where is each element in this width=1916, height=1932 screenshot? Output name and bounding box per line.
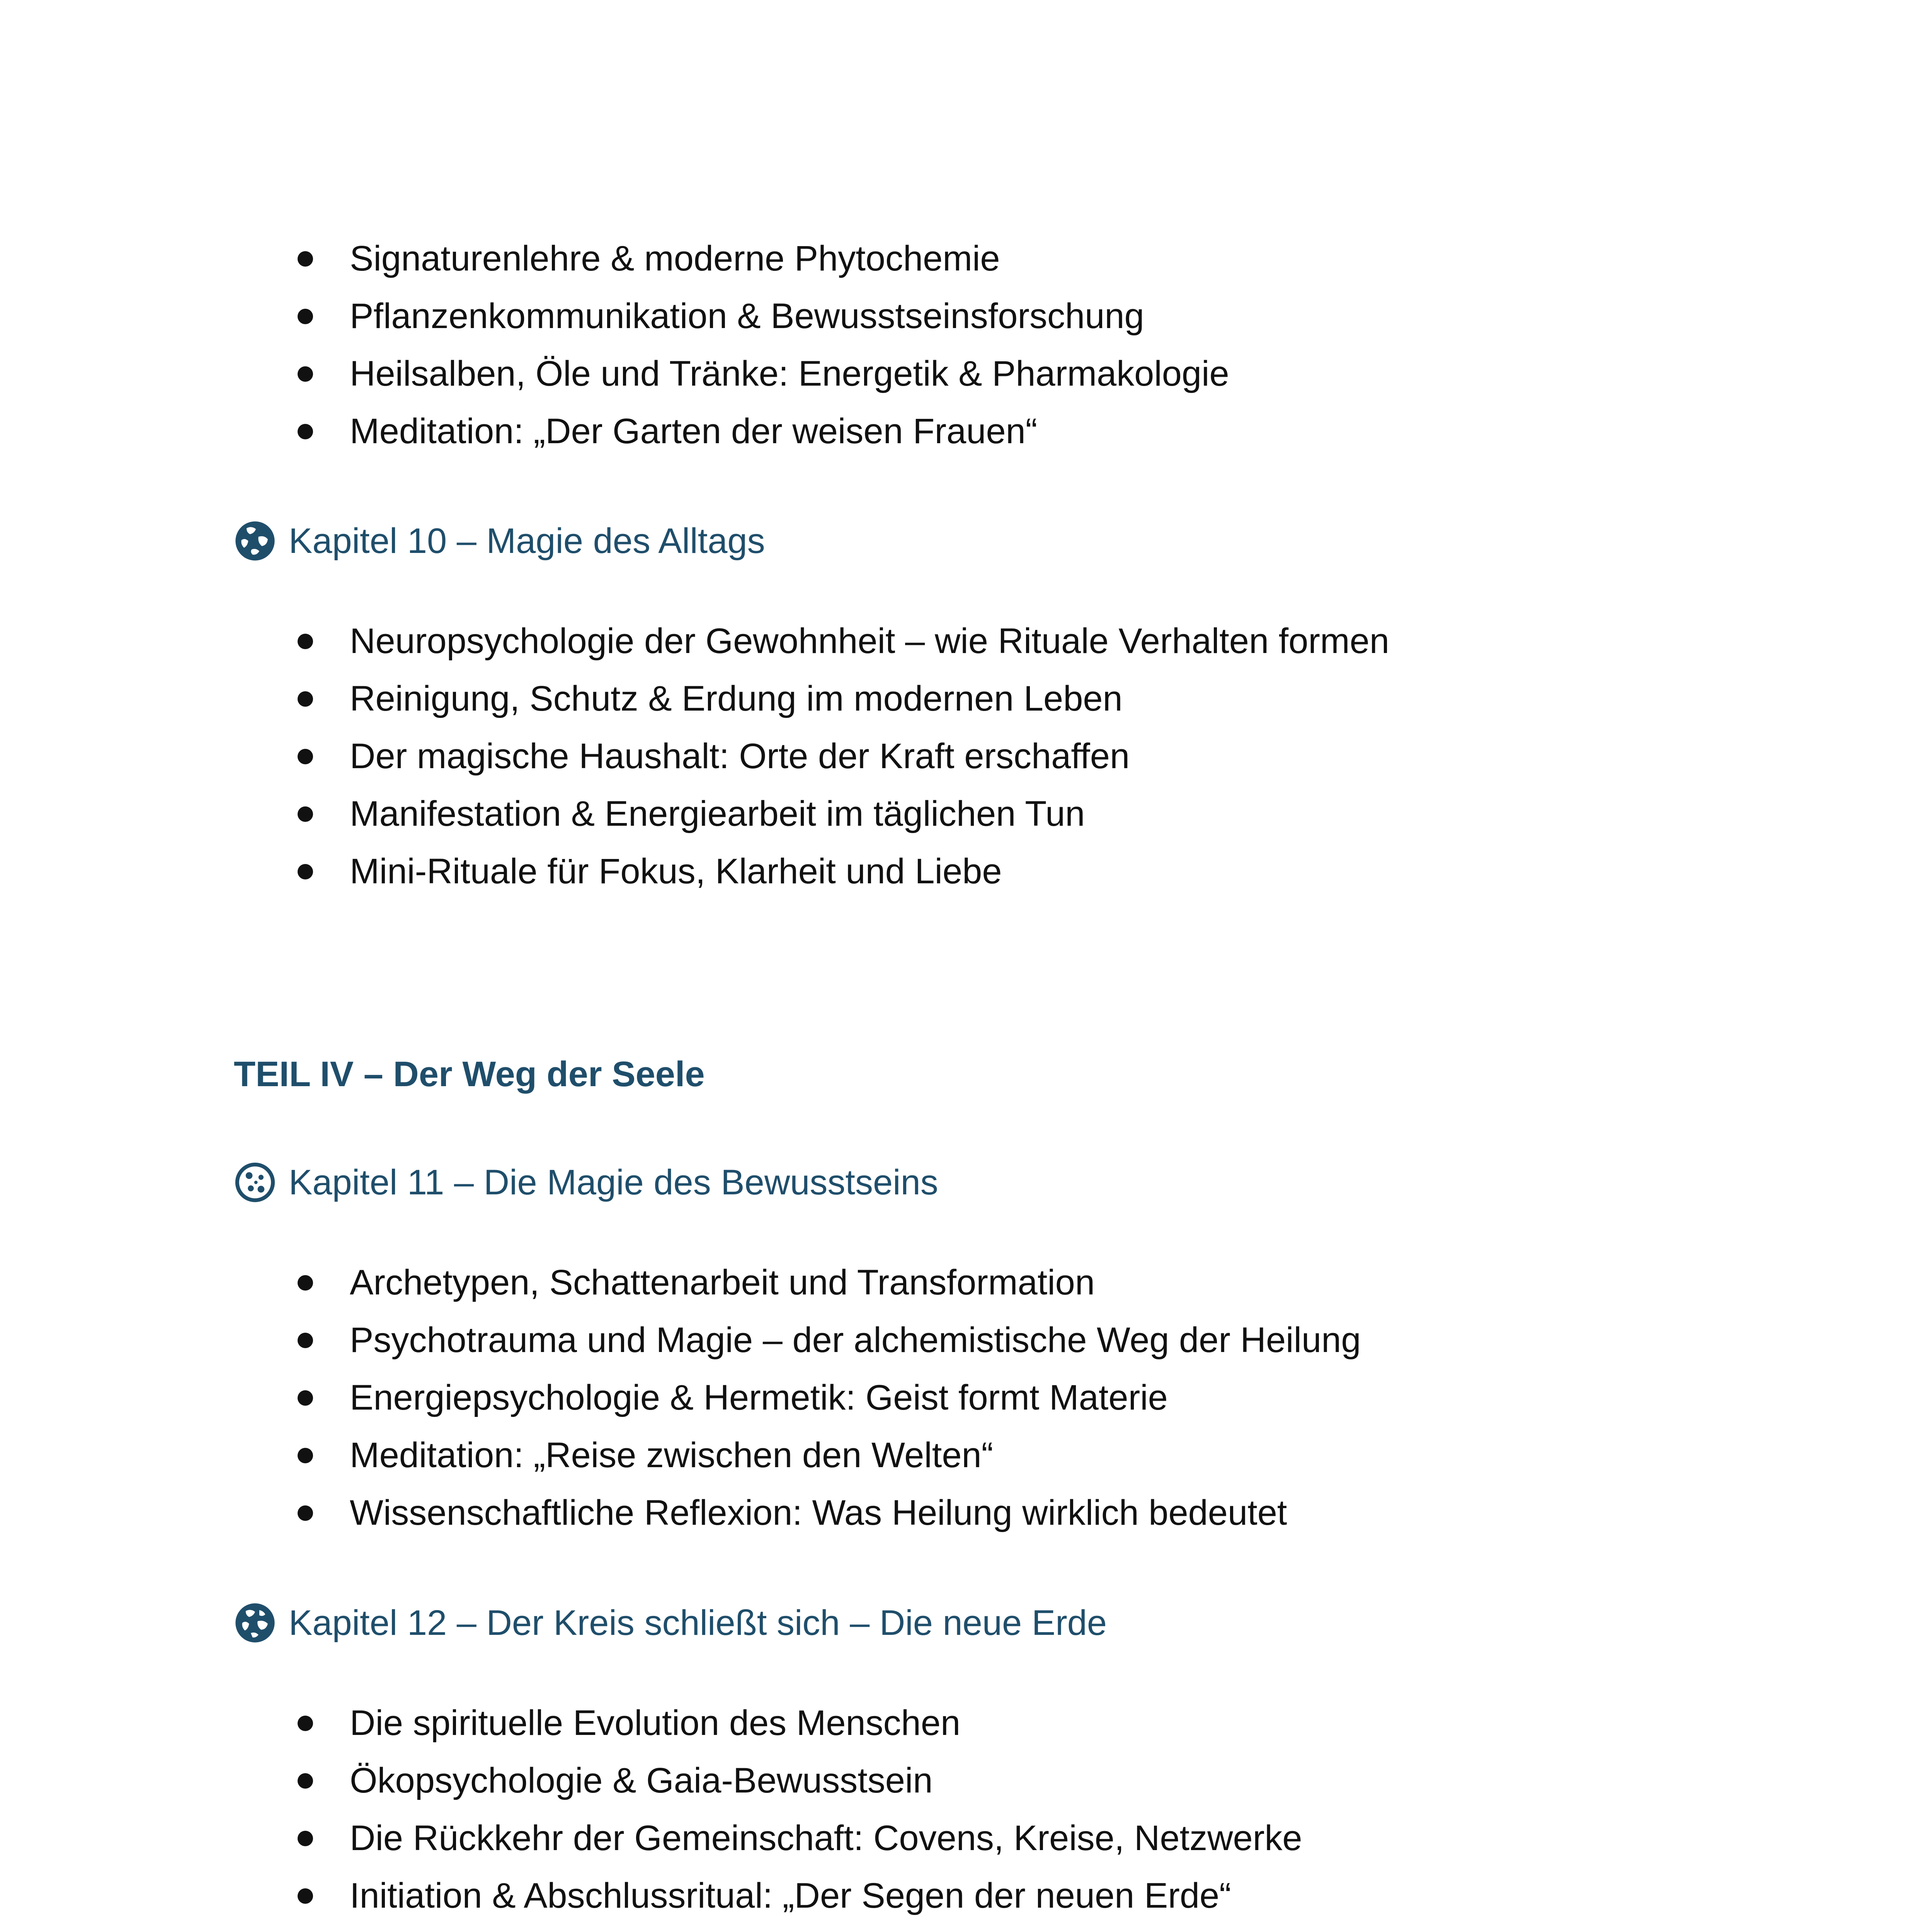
chapter-11-heading	[234, 1155, 938, 1209]
list-item: Archetypen, Schattenarbeit und Transformation	[0, 1254, 1361, 1311]
chapter-10-heading	[234, 514, 765, 568]
bullet-icon	[298, 1888, 313, 1904]
list-item: Wissenschaftliche Reflexion: Was Heilung wirklich bedeutet	[0, 1484, 1361, 1542]
chapter-11-list	[0, 1254, 1361, 1542]
bullet-icon	[298, 1716, 313, 1731]
chapter-10-list	[0, 612, 1389, 900]
list-item: Ökopsychologie & Gaia-Bewusstsein	[0, 1752, 1302, 1810]
list-item: Energiepsychologie & Hermetik: Geist formt Materie	[0, 1369, 1361, 1427]
chapter-10-title: Kapitel 10 – Magie des Alltags	[289, 521, 765, 561]
bullet-icon	[298, 1505, 313, 1521]
part-4-heading: TEIL IV – Der Weg der Seele	[234, 1054, 705, 1094]
list-item: Manifestation & Energiearbeit im täglichen Tun	[0, 785, 1389, 843]
bullet-icon	[298, 864, 313, 879]
bullet-icon	[298, 424, 313, 439]
list-item	[0, 1925, 1302, 1932]
bullet-icon	[298, 366, 313, 382]
bullet-icon	[298, 1390, 313, 1406]
bullet-icon	[298, 1333, 313, 1348]
list-item: Heilsalben, Öle und Tränke: Energetik & Pharmakologie	[0, 345, 1229, 403]
bullet-icon	[298, 1831, 313, 1846]
list-item: Initiation & Abschlussritual: „Der Segen der neuen Erde“	[0, 1867, 1302, 1925]
list-item: Die Rückkehr der Gemeinschaft: Covens, Kreise, Netzwerke	[0, 1810, 1302, 1867]
bullet-icon	[298, 806, 313, 822]
list-item: Meditation: „Der Garten der weisen Frauen“	[0, 403, 1229, 460]
bullet-icon	[298, 309, 313, 324]
list-item: Reinigung, Schutz & Erdung im modernen Leben	[0, 670, 1389, 728]
chapter-12-list	[0, 1694, 1302, 1932]
bullet-icon	[298, 1773, 313, 1789]
list-item: Neuropsychologie der Gewohnheit – wie Rituale Verhalten formen	[0, 612, 1389, 670]
list-item: Der magische Haushalt: Orte der Kraft erschaffen	[0, 728, 1389, 785]
list-item: Psychotrauma und Magie – der alchemistische Weg der Heilung	[0, 1311, 1361, 1369]
globe-icon	[234, 520, 276, 562]
bullet-icon	[298, 691, 313, 707]
bullet-icon	[298, 251, 313, 267]
chapter-12-heading	[234, 1596, 1107, 1650]
globe-icon	[234, 1602, 276, 1644]
chapter-11-title: Kapitel 11 – Die Magie des Bewusstseins	[289, 1163, 938, 1202]
list-item: Mini-Rituale für Fokus, Klarheit und Liebe	[0, 843, 1389, 900]
bullet-icon	[298, 1275, 313, 1291]
list-item: Meditation: „Reise zwischen den Welten“	[0, 1427, 1361, 1484]
list-item: Die spirituelle Evolution des Menschen	[0, 1694, 1302, 1752]
list-item: Pflanzenkommunikation & Bewusstseinsforschung	[0, 287, 1229, 345]
bullet-icon	[298, 1448, 313, 1463]
chapter-12-title: Kapitel 12 – Der Kreis schließt sich – Die neue Erde	[289, 1603, 1107, 1643]
list-item: Signaturenlehre & moderne Phytochemie	[0, 230, 1229, 287]
bullet-icon	[298, 749, 313, 764]
bullet-icon	[298, 634, 313, 649]
top-bullet-list	[0, 230, 1229, 460]
cookie-icon	[234, 1161, 276, 1204]
